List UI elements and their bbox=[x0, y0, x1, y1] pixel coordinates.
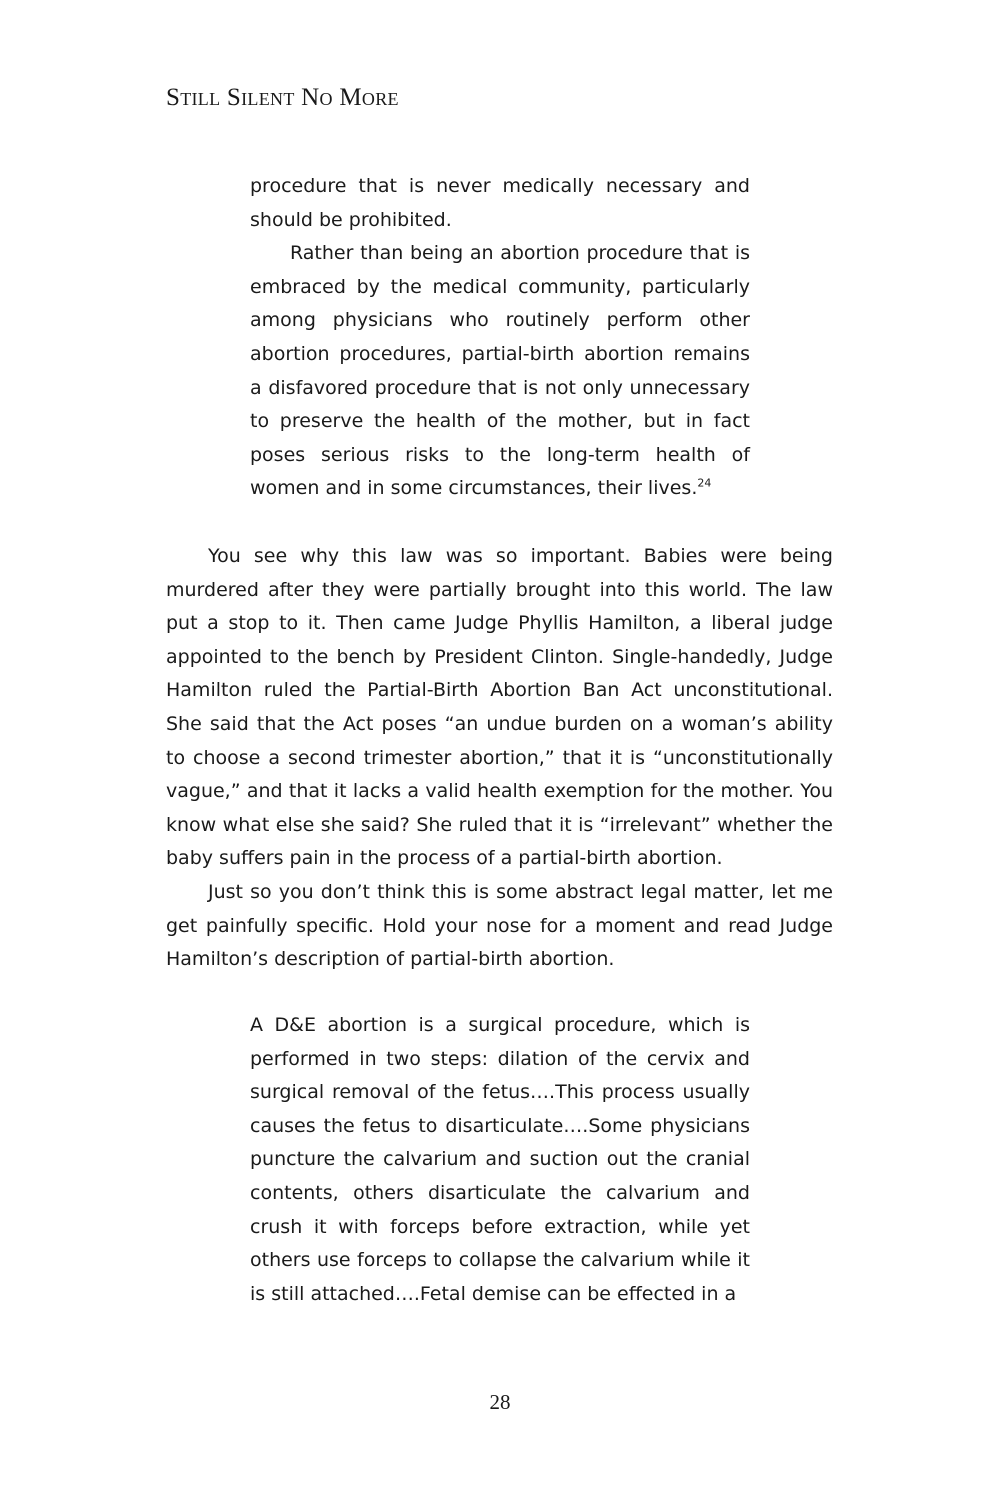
body-paragraph: Just so you don’t think this is some abstract legal matter, let me get painfully specific. Hold your nose for a moment and read Judge Hamilton’s description of partial-birth abortion. bbox=[166, 880, 833, 971]
footnote-reference[interactable]: 24 bbox=[697, 477, 712, 491]
quote-paragraph: procedure that is never medically necessary and should be prohibited. bbox=[250, 175, 750, 231]
page-number: 28 bbox=[489, 1390, 511, 1414]
body-text bbox=[166, 540, 833, 977]
block-quote-1 bbox=[250, 170, 750, 506]
quote-paragraph: A D&E abortion is a surgical procedure, which is performed in two steps: dilation of the cervix and surgical removal of the fetus….This process usually causes the fetus to disarticulate….Some physicians puncture the calvarium and suction out the cranial contents, others disarticulate the calvarium and crush it with forceps before extraction, while yet others use forceps to collapse the calvarium while it is still attached….Fetal demise can be effected in a bbox=[250, 1014, 750, 1305]
block-quote-2 bbox=[250, 1009, 750, 1311]
quote-paragraph bbox=[250, 237, 750, 506]
running-head: Still Silent No More bbox=[166, 84, 399, 111]
body-paragraph: You see why this law was so important. Babies were being murdered after they were partially brought into this world. The law put a stop to it. Then came Judge Phyllis Hamilton, a liberal judge appointed to the bench by President Clinton. Single-handedly, Judge Hamilton ruled the Partial-Birth Abortion Ban Act unconstitutional. She said that the Act poses “an undue burden on a woman’s ability to choose a second trimester abortion,” that it is “unconstitutionally vague,” and that it lacks a valid health exemption for the mother. You know what else she said? She ruled that it is “irrelevant” whether the baby suffers pain in the process of a partial-birth abortion. bbox=[166, 545, 833, 870]
quote-paragraph-text: Rather than being an abortion procedure that is embraced by the medical community, particularly among physicians who routinely perform other abortion procedures, partial-birth abortion remains a disfavored procedure that is not only unnecessary to preserve the health of the mother, but in fact poses serious risks to the long-term health of women and in some circumstances, their lives. bbox=[250, 242, 750, 500]
